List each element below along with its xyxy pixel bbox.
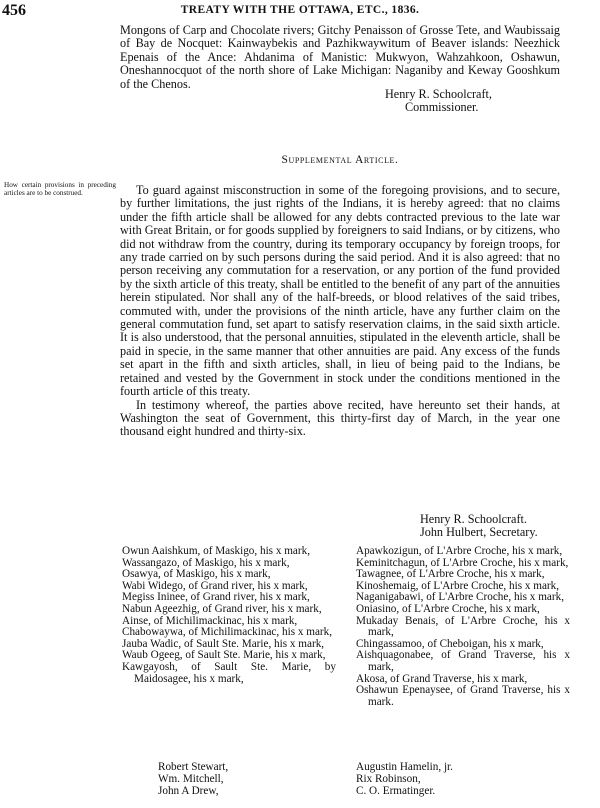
signer-entry: Kawgayosh, of Sault Ste. Marie, by Maidosagee, his x mark, (122, 660, 336, 685)
signer-entry: Megiss Ininee, of Grand river, his x mark, (122, 591, 310, 604)
witness-name: Robert Stewart, (158, 761, 229, 773)
witness-name: John A Drew, (158, 784, 219, 797)
signer-entry: Chingassamoo, of Cheboigan, his x mark, (356, 637, 544, 650)
signer-entry: Tawagnee, of L'Arbre Croche, his x mark, (356, 568, 545, 581)
signer-entry: Keminitchagun, of L'Arbre Croche, his x mark, (356, 556, 569, 569)
supplemental-article-body (120, 184, 560, 439)
signer-entry: Kinoshemaig, of L'Arbre Croche, his x mark, (356, 579, 560, 592)
signer-entry: Chabowaywa, of Michilimackinac, his x mark, (122, 626, 333, 639)
signer-entry: Oniasino, of L'Arbre Croche, his x mark, (356, 602, 540, 615)
signers-left-column (122, 546, 336, 685)
witness-name: Augustin Hamelin, jr. (356, 761, 453, 773)
signer-entry: Wabi Widego, of Grand river, his x mark, (122, 579, 308, 592)
signer-entry: Aishquagonabee, of Grand Traverse, his x mark, (356, 649, 570, 673)
signer-name: Henry R. Schoolcraft. (420, 512, 527, 526)
signer-entry: Ainse, of Michilimackinac, his x mark, (122, 614, 298, 627)
signer-entry: Apawkozigun, of L'Arbre Croche, his x mark, (356, 545, 563, 557)
signer-entry: Owun Aaishkum, of Maskigo, his x mark, (122, 545, 311, 557)
signer-entry: Naganigabawi, of L'Arbre Croche, his x mark, (356, 591, 564, 604)
article-paragraph: To guard against misconstruction in some of the foregoing provisions, and to secure, by further limitations, the just rights of the Indians, it is hereby agreed: that no claims under the fifth article shall be allowed for any debts contracted previous to the late war with Great Britain, or for goods supplied by foreigners to said Indians, or by citizens, who did not withdraw from the country, during its temporary occupancy by foreign troops, for any trade carried on by such persons during the said period. And it is also agreed: that no person receiving any commutation for a reservation, or any portion of the fund provided by the sixth article of this treaty, shall be entitled to the benefit of any part of the annuities herein stipulated. Nor shall any of the half-breeds, or blood relatives of the said tribes, commuted with, under the provisions of the ninth article, have any further claim on the general commutation fund, set apart to satisfy reservation claims, in the said sixth article. It is also understood, that the personal annuities, stipulated in the eleventh article, shall be paid in specie, in the same manner that other annuities are paid. Any excess of the funds set apart in the fifth and sixth articles, shall, in lieu of being paid to the Indians, be retained and vested by the Government in stock under the conditions mentioned in the fourth article of this treaty. (120, 183, 560, 399)
witness-name: Wm. Mitchell, (158, 772, 224, 785)
testimony-paragraph: In testimony whereof, the parties above recited, have hereunto set their hands, at Washington the seat of Government, this thirty-first day of March, in the year one thousand eight hundred and thirty-six. (120, 397, 560, 439)
signer-name: Henry R. Schoolcraft, (385, 87, 492, 101)
witness-name: Rix Robinson, (356, 772, 421, 785)
signer-entry: Waub Ogeeg, of Sault Ste. Marie, his x mark, (122, 649, 326, 662)
page-number: 456 (2, 2, 26, 19)
witnesses-left-column (158, 762, 228, 797)
commissioner-signature (385, 88, 492, 115)
secretary-name: John Hulbert, Secretary. (420, 525, 538, 540)
signer-entry: Mukaday Benais, of L'Arbre Croche, his x mark, (356, 614, 570, 639)
running-head: TREATY WITH THE OTTAWA, ETC., 1836. (180, 4, 420, 16)
signer-entry: Jauba Wadic, of Sault Ste. Marie, his x mark, (122, 637, 325, 650)
margin-note: How certain provisions in preceding articles are to be construed. (4, 181, 116, 197)
signer-entry: Wassangazo, of Maskigo, his x mark, (122, 556, 290, 569)
signer-entry: Osawya, of Maskigo, his x mark, (122, 568, 271, 581)
intro-paragraph: Mongons of Carp and Chocolate rivers; Gitchy Penaisson of Grosse Tete, and Waubissaig of Bay de Nocquet: Kainwaybekis and Pazhikwaywitum of Beaver islands: Neezhick Epenais of the Ance: Ahdanima of Manistic: Mukwyon, Wahzahkoon, Oshawun, Oneshannocquot of the north shore of Lake Michigan: Naganiby and Keway Gooshkum of the Chenos. (120, 23, 560, 91)
signer-entry: Nabun Ageezhig, of Grand river, his x mark, (122, 602, 322, 615)
signer-entry: Oshawun Epenaysee, of Grand Traverse, his x mark. (356, 684, 570, 708)
signer-title: Commissioner. (405, 100, 479, 115)
witness-name: C. O. Ermatinger. (356, 784, 436, 797)
signer-entry: Akosa, of Grand Traverse, his x mark, (356, 672, 528, 685)
section-heading: Supplemental Article. (281, 154, 399, 166)
final-signature-block (420, 513, 538, 540)
witnesses-right-column (356, 762, 453, 797)
signers-right-column (356, 546, 570, 708)
page-header (0, 2, 600, 20)
